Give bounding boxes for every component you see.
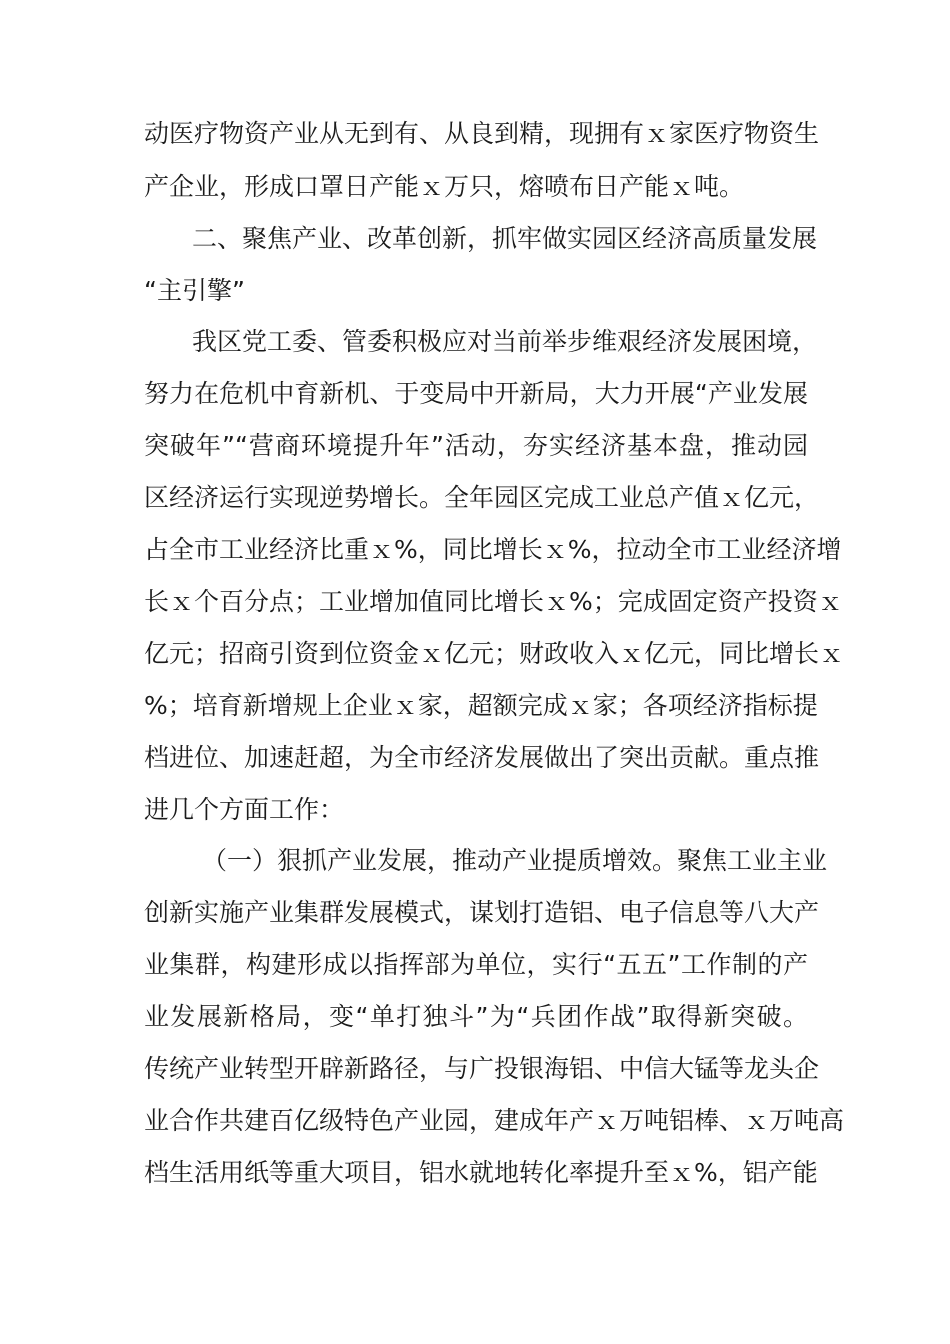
text-line: 占全市工业经济比重ｘ%，同比增长ｘ%，拉动全市工业经济增 [144, 535, 842, 564]
text-line: 努力在危机中育新机、于变局中开新局，大力开展“产业发展 [144, 379, 808, 408]
text-line: 业合作共建百亿级特色产业园，建成年产ｘ万吨铝棒、ｘ万吨高 [144, 1106, 845, 1135]
text-line: %；培育新增规上企业ｘ家，超额完成ｘ家；各项经济指标提 [144, 691, 818, 720]
text-line: 产企业，形成口罩日产能ｘ万只，熔喷布日产能ｘ吨。 [144, 172, 745, 201]
text-line: 档生活用纸等重大项目，铝水就地转化率提升至ｘ%，铝产能 [144, 1158, 818, 1187]
text-line: 亿元；招商引资到位资金ｘ亿元；财政收入ｘ亿元，同比增长ｘ [144, 639, 845, 668]
text-line: 二、聚焦产业、改革创新，抓牢做实园区经济高质量发展 [192, 224, 818, 253]
text-line: 长ｘ个百分点；工业增加值同比增长ｘ%；完成固定资产投资ｘ [144, 587, 843, 616]
text-line: 传统产业转型开辟新路径，与广投银海铝、中信大锰等龙头企 [144, 1054, 820, 1083]
text-line: （一）狠抓产业发展，推动产业提质增效。聚焦工业主业 [202, 846, 828, 875]
text-line: 业集群，构建形成以指挥部为单位，实行“五五”工作制的产 [144, 950, 808, 979]
text-line: 进几个方面工作： [144, 795, 345, 824]
text-line: “主引擎” [144, 276, 245, 305]
text-line: 创新实施产业集群发展模式，谋划打造铝、电子信息等八大产 [144, 898, 820, 927]
text-line: 我区党工委、管委积极应对当前举步维艰经济发展困境， [192, 327, 818, 356]
text-line: 档进位、加速赶超，为全市经济发展做出了突出贡献。重点推 [144, 743, 820, 772]
text-line: 区经济运行实现逆势增长。全年园区完成工业总产值ｘ亿元， [144, 483, 820, 512]
text-line: 突破年”“营商环境提升年”活动，夯实经济基本盘，推动园 [144, 431, 808, 460]
text-line: 动医疗物资产业从无到有、从良到精，现拥有ｘ家医疗物资生 [144, 119, 820, 148]
text-line: 业发展新格局，变“单打独斗”为“兵团作战”取得新突破。 [144, 1002, 808, 1031]
